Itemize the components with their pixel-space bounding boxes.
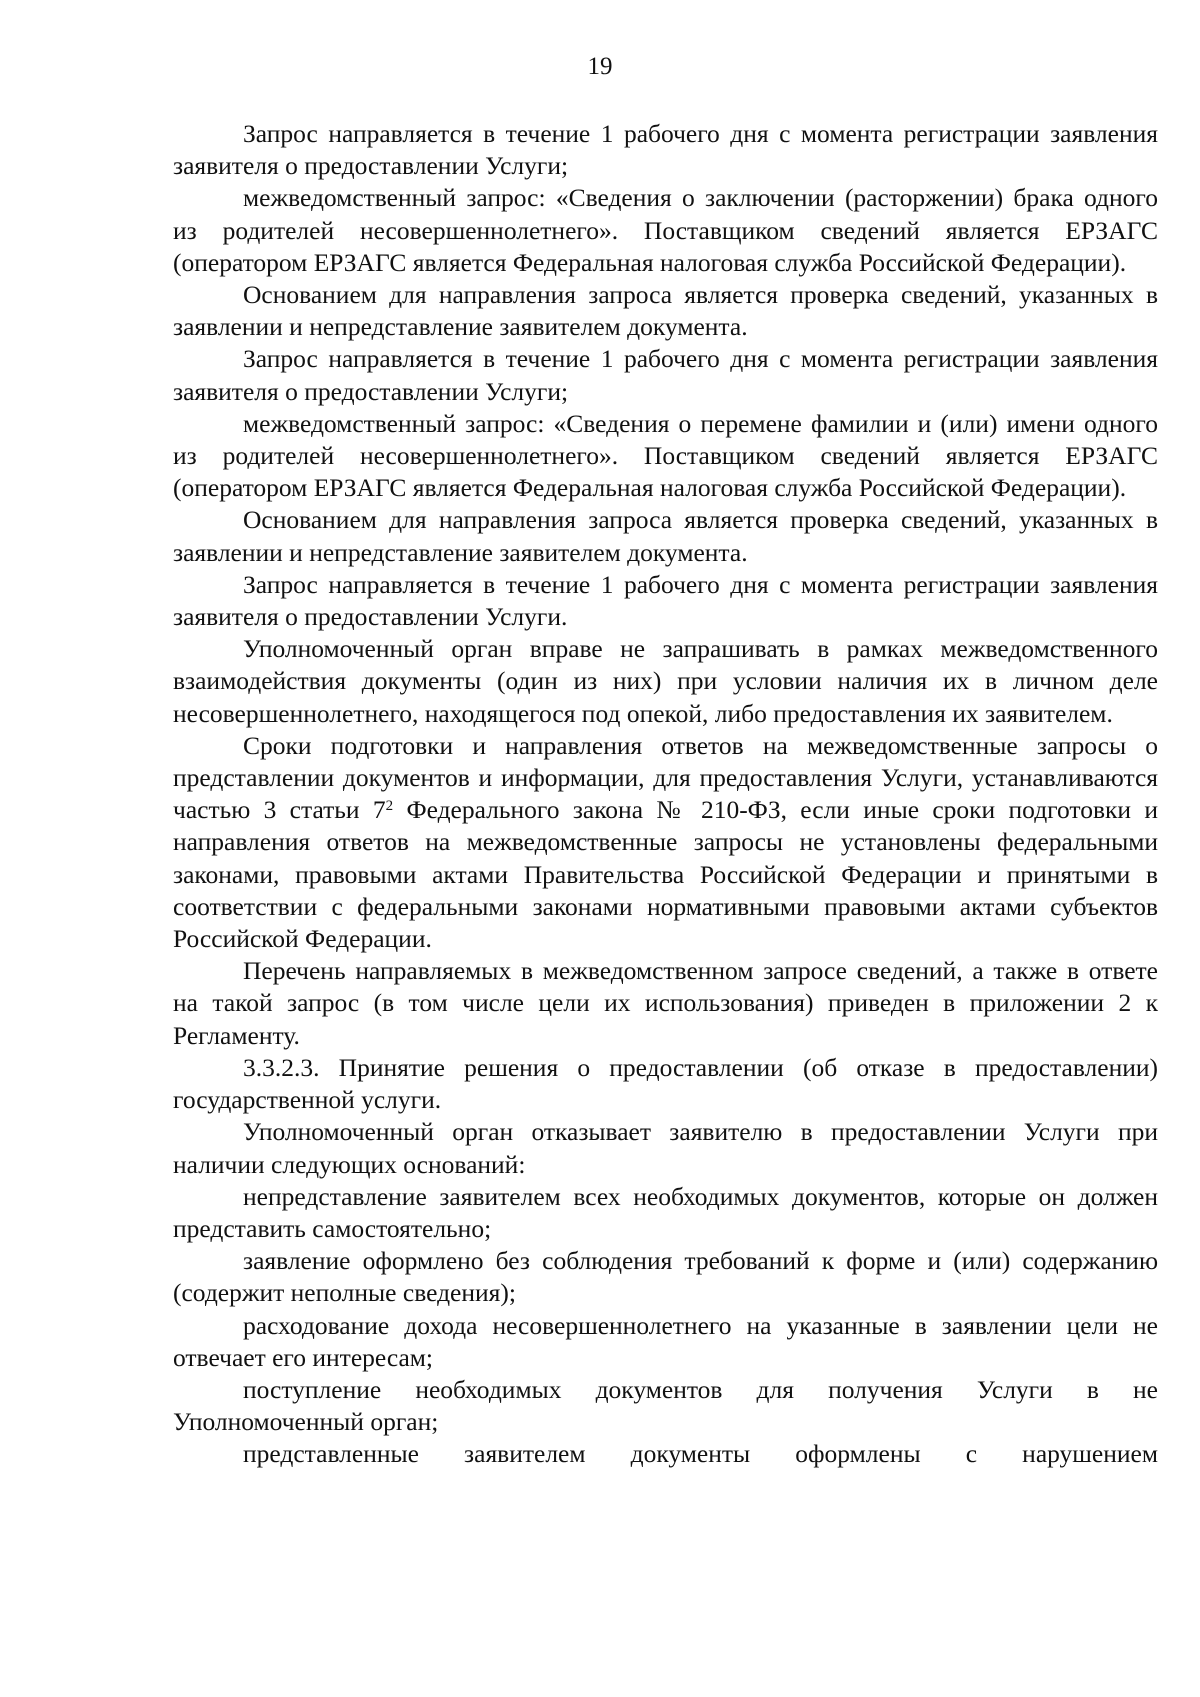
page-number: 19 [587,53,613,80]
paragraph-authority-discretion: Уполномоченный орган вправе не запрашивать в рамках межведомственного взаимодействия документы (один из них) при условии наличия их в личном деле несовершеннолетнего, находящегося под опекой, либо предоставления их заявителем. [173,634,1158,728]
deadlines-text-start: Сроки подготовки и направления ответов на межведомственные запросы о представлении документов и информации, для предоставления Услуги, устанавливаются частью 3 статьи 7 [173,730,1158,825]
paragraph-marriage-info-request: межведомственный запрос: «Сведения о заключении (расторжении) брака одного из родителей несовершеннолетнего». Поставщиком сведений является ЕРЗАГС (оператором ЕРЗАГС является Федеральная налоговая служба Российской Федерации). [173,183,1158,277]
section-heading-decision: 3.3.2.3. Принятие решения о предоставлении (об отказе в предоставлении) государственной услуги. [173,1052,1158,1115]
paragraph-request-basis-1: Основанием для направления запроса является проверка сведений, указанных в заявлении и непредставление заявителем документа. [173,280,1158,342]
paragraph-response-deadlines [173,730,1158,955]
deadlines-text-end: Федерального закона № 210-ФЗ, если иные сроки подготовки и направления ответов на межведомственные запросы не установлены федеральными законами, правовыми актами Правительства Российской Федерации и принятыми в соответствии с федеральными законами нормативными правовыми актами субъектов Российской Федерации. [173,795,1159,954]
paragraph-request-basis-2: Основанием для направления запроса является проверка сведений, указанных в заявлении и непредставление заявителем документа. [173,505,1158,567]
paragraph-request-deadline-1: Запрос направляется в течение 1 рабочего дня с момента регистрации заявления заявителя о предоставлении Услуги; [173,119,1158,181]
refusal-ground-missing-documents: непредставление заявителем всех необходимых документов, которые он должен представить самостоятельно; [173,1181,1158,1243]
refusal-ground-invalid-application: заявление оформлено без соблюдения требований к форме и (или) содержанию (содержит неполные сведения); [173,1246,1158,1308]
paragraph-information-list: Перечень направляемых в межведомственном запросе сведений, а также в ответе на такой запрос (в том числе цели их использования) приведен в приложении 2 к Регламенту. [173,956,1158,1050]
paragraph-refusal-grounds-intro: Уполномоченный орган отказывает заявителю в предоставлении Услуги при наличии следующих оснований: [173,1117,1158,1179]
refusal-ground-income-use: расходование дохода несовершеннолетнего на указанные в заявлении цели не отвечает его интересам; [173,1310,1158,1372]
article-superscript: 2 [385,798,394,815]
paragraph-name-change-request: межведомственный запрос: «Сведения о перемене фамилии и (или) имени одного из родителей несовершеннолетнего». Поставщиком сведений является ЕРЗАГС (оператором ЕРЗАГС является Федеральная налоговая служба Российской Федерации). [173,408,1158,503]
refusal-ground-document-violation: представленные заявителем документы оформлены с нарушением [243,1439,1158,1469]
paragraph-request-deadline-3: Запрос направляется в течение 1 рабочего дня с момента регистрации заявления заявителя о предоставлении Услуги. [173,569,1158,632]
paragraph-request-deadline-2: Запрос направляется в течение 1 рабочего дня с момента регистрации заявления заявителя о предоставлении Услуги; [173,344,1158,406]
document-body [173,118,1158,1471]
refusal-ground-wrong-authority: поступление необходимых документов для получения Услуги в не Уполномоченный орган; [173,1374,1158,1437]
